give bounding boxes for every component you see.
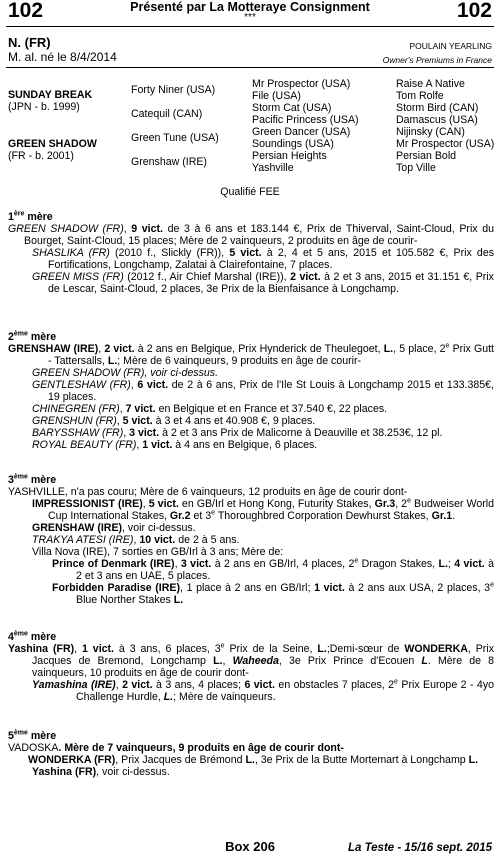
box-number: Box 206 xyxy=(225,839,275,854)
pedigree-gen3-0: Mr Prospector (USA) xyxy=(252,78,351,90)
produce-record: Villa Nova (IRE), 7 sorties en GB/Irl à 3 ans; Mère de: xyxy=(32,546,284,558)
sire-name: SUNDAY BREAK xyxy=(8,89,93,101)
pedigree-gen3-4: Green Dancer (USA) xyxy=(252,126,351,138)
produce-record: Yashina (FR), voir ci-dessus. xyxy=(32,766,170,778)
section-5th-dam xyxy=(8,730,494,778)
pedigree-gen4-5: Mr Prospector (USA) xyxy=(396,138,495,150)
pedigree-gen4-1: Tom Rolfe xyxy=(396,90,444,102)
produce-record: BARYSSHAW (FR), 3 vict. à 2 et 3 ans Prix de Malicorne à Deauville et 38.253€, 12 pl. xyxy=(32,427,443,439)
section-heading: 5ème mère xyxy=(8,729,57,742)
dam-info: (FR - b. 2001) xyxy=(8,150,74,162)
pedigree-gen4-6: Persian Bold xyxy=(396,150,457,162)
horse-name: N. (FR) xyxy=(8,35,51,50)
pedigree-gen3-3: Pacific Princess (USA) xyxy=(252,114,359,126)
produce-record: GREEN SHADOW (FR), voir ci-dessus. xyxy=(32,367,219,379)
produce-record: Yamashina (IRE), 2 vict. à 3 ans, 4 places; 6 vict. en obstacles 7 places, 2e Prix Europe 2 - 4yo Challenge Hurdle, L.; Mère de vainqueurs. xyxy=(32,678,495,703)
section-heading: 2ème mère xyxy=(8,330,57,343)
pedigree-gen4-2: Storm Bird (CAN) xyxy=(396,102,479,114)
pedigree-gen4-3: Damascus (USA) xyxy=(396,114,478,126)
sale-venue-date: La Teste - 15/16 sept. 2015 xyxy=(347,842,492,854)
dam-record: VADOSKA. Mère de 7 vainqueurs, 9 produits en âge de courir dont- xyxy=(8,742,344,754)
pedigree-gen4-7: Top Ville xyxy=(396,162,436,174)
section-heading: 4ème mère xyxy=(8,630,57,643)
horse-rule xyxy=(6,67,494,68)
pedigree-gen3-6: Persian Heights xyxy=(252,150,327,162)
section-1st-dam xyxy=(8,211,494,295)
pedigree-gen4-0: Raise A Native xyxy=(396,78,465,90)
dam-name: GREEN SHADOW xyxy=(8,138,97,150)
produce-record: ROYAL BEAUTY (FR), 1 vict. à 4 ans en Belgique, 6 places. xyxy=(32,439,318,451)
pedigree-gen2-0: Forty Niner (USA) xyxy=(131,84,216,96)
section-3rd-dam xyxy=(8,474,494,606)
produce-record: GENTLESHAW (FR), 6 vict. de 2 à 6 ans, Prix de l'Ile St Louis à Longchamp 2015 et 133.385€, 19 places. xyxy=(32,379,494,403)
grand-produce-record: Prince of Denmark (IRE), 3 vict. à 2 ans en GB/Irl, 4 places, 2e Dragon Stakes, L.; 4 vict. à 2 et 3 ans en UAE, 5 places. xyxy=(52,557,494,582)
header-stars: *** xyxy=(244,12,256,23)
section-heading: 1ère mère xyxy=(8,210,53,223)
lot-number-left: 102 xyxy=(8,0,44,22)
dam-record: GRENSHAW (IRE), 2 vict. à 2 ans en Belgique, Prix Hynderick de Theulegoet, L., 5 place, 2e Prix Gutt - Tattersalls, L.; Mère de 6 vainqueurs, 9 produits en âge de courir- xyxy=(8,342,494,367)
dam-record: YASHVILLE, n'a pas couru; Mère de 6 vainqueurs, 12 produits en âge de courir dont- xyxy=(8,486,408,498)
qualification-note: Qualifié FEE xyxy=(220,186,280,198)
section-2nd-dam xyxy=(8,331,494,451)
pedigree-gen2-1: Catequil (CAN) xyxy=(131,108,203,120)
pedigree-gen3-5: Soundings (USA) xyxy=(252,138,334,150)
produce-record: GREEN MISS (FR) (2012 f., Air Chief Marshal (IRE)), 2 vict. à 2 et 3 ans, 2015 et 31.151 €, Prix de Lescar, Saint-Cloud, 2 places, 3e Prix de la Bienfaisance à Longchamp. xyxy=(32,271,494,295)
sire-info: (JPN - b. 1999) xyxy=(8,101,80,113)
lot-number-right: 102 xyxy=(456,0,492,22)
pedigree-gen3-7: Yashville xyxy=(252,162,294,174)
section-4th-dam xyxy=(8,631,494,703)
produce-record: GRENSHAW (IRE), voir ci-dessus. xyxy=(32,522,196,534)
grand-produce-record: Forbidden Paradise (IRE), 1 place à 2 ans en GB/Irl; 1 vict. à 2 ans aux USA, 2 places, 3e Blue Norther Stakes L. xyxy=(52,581,494,606)
pedigree-gen2-2: Green Tune (USA) xyxy=(131,132,219,144)
produce-record: WONDERKA (FR), Prix Jacques de Brémond L., 3e Prix de la Butte Mortemart à Longchamp L. xyxy=(28,754,479,766)
section-heading: 3ème mère xyxy=(8,473,57,486)
horse-info: M. al. né le 8/4/2014 xyxy=(8,50,117,64)
dam-record: GREEN SHADOW (FR), 9 vict. de 3 à 6 ans et 183.144 €, Prix de Thiverval, Saint-Cloud, Prix du Bourget, Saint-Cloud, 15 places; Mère de 2 vainqueurs, 2 produits en âge de courir- xyxy=(8,223,494,247)
horse-category: POULAIN YEARLING xyxy=(409,41,492,51)
consignor-title: Présenté par La Motteraye Consignment xyxy=(130,0,370,14)
header-rule xyxy=(6,26,494,27)
pedigree-gen3-1: File (USA) xyxy=(252,90,301,102)
produce-record: TRAKYA ATESI (IRE), 10 vict. de 2 à 5 ans. xyxy=(32,534,240,546)
pedigree-gen4-4: Nijinsky (CAN) xyxy=(396,126,465,138)
produce-record: IMPRESSIONIST (IRE), 5 vict. en GB/Irl et Hong Kong, Futurity Stakes, Gr.3, 2e Budweiser World Cup International Stakes, Gr.2 et 3e Thoroughbred Corporation Dewhurst Stakes, Gr.1. xyxy=(32,497,495,522)
produce-record: GRENSHUN (FR), 5 vict. à 3 et 4 ans et 40.908 €, 9 places. xyxy=(32,415,316,427)
dam-record: Yashina (FR), 1 vict. à 3 ans, 6 places, 3e Prix de la Seine, L.;Demi-sœur de WONDERKA, Prix Jacques de Bremond, Longchamp L., Waheeda, 3e Prix Prince d'Ecouen L. Mère de 8 vainqueurs, 10 produits en âge de courir dont- xyxy=(8,642,495,679)
produce-record: SHASLIKA (FR) (2010 f., Slickly (FR)), 5 vict. à 2, 4 et 5 ans, 2015 et 105.582 €, Prix des Fortifications, Longchamp, Zalatai à Clairefontaine, 7 places. xyxy=(32,247,495,271)
pedigree-gen2-3: Grenshaw (IRE) xyxy=(131,156,207,168)
produce-record: CHINEGREN (FR), 7 vict. en Belgique et en France et 37.540 €, 22 places. xyxy=(32,403,388,415)
premium-label: Owner's Premiums in France xyxy=(382,55,492,65)
pedigree-gen3-2: Storm Cat (USA) xyxy=(252,102,332,114)
